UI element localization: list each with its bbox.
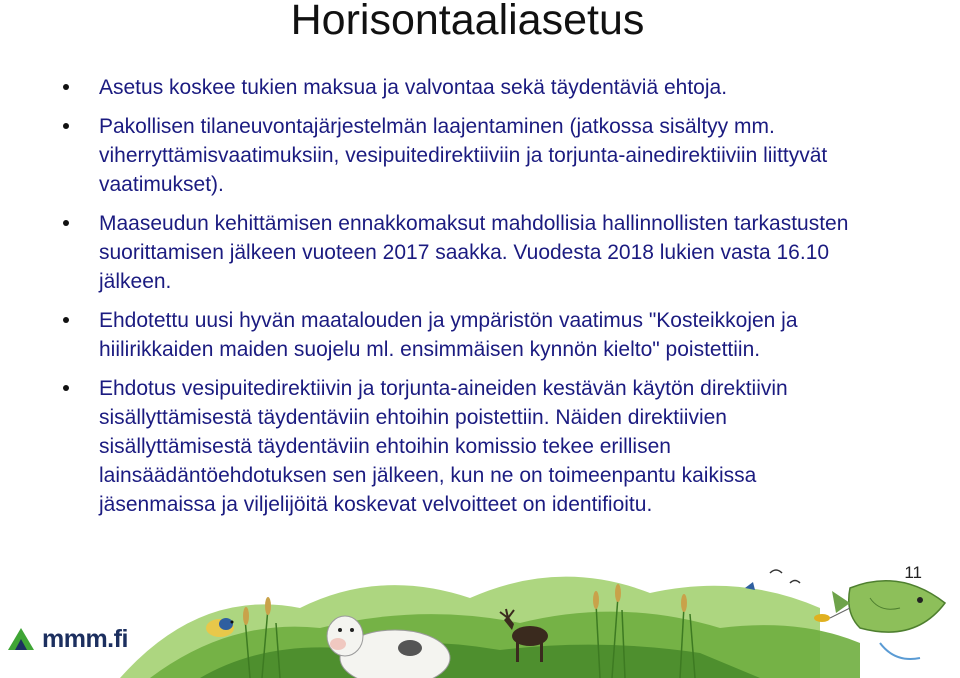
bullet-icon: [63, 123, 69, 129]
page-number: 11: [904, 563, 922, 582]
bullet-list: [63, 73, 863, 529]
bullet-text: Ehdotettu uusi hyvän maatalouden ja ympäristön vaatimus "Kosteikkojen ja hiilirikkaiden maiden suojelu ml. ensimmäisen kynnön kielto" poistettiin.: [99, 309, 798, 361]
bullet-text: Maaseudun kehittämisen ennakkomaksut mahdollisia hallinnollisten tarkastusten suorittamisen jälkeen vuoteen 2017 saakka. Vuodesta 2018 lukien vasta 16.10 jälkeen.: [99, 212, 849, 293]
bullet-text: Asetus koskee tukien maksua ja valvontaa sekä täydentäviä ehtoja.: [99, 76, 728, 99]
slide-title: Horisontaaliasetus: [290, 0, 645, 44]
bullet-icon: [63, 84, 69, 90]
bullet-item: [63, 112, 863, 199]
bullet-icon: [63, 220, 69, 226]
bullet-icon: [63, 385, 69, 391]
mmm-logo: [6, 621, 128, 657]
bullet-item: [63, 209, 863, 296]
bullet-item: [63, 374, 863, 519]
footer-illustration: [0, 548, 960, 678]
bullet-icon: [63, 317, 69, 323]
bullet-item: [63, 73, 863, 102]
bullet-text: Ehdotus vesipuitedirektiivin ja torjunta-aineiden kestävän käytön direktiivin sisällyttämisestä täydentäviin ehtoihin poistettiin. Näiden direktiivien sisällyttämisestä täydentäviin ehtoihin komissio tekee erillisen lainsäädäntöehdotuksen sen jälkeen, kun ne on toimeenpantu kaikissa jäsenmaissa ja viljelijöitä koskevat velvoitteet on identifioitu.: [99, 377, 788, 516]
bullet-item: [63, 306, 863, 364]
logo-mark-icon: [6, 624, 36, 654]
logo-text: mmm.fi: [42, 624, 128, 653]
bullet-text: Pakollisen tilaneuvontajärjestelmän laajentaminen (jatkossa sisältyy mm. viherryttämisvaatimuksiin, vesipuitedirektiiviin ja torjunta-ainedirektiiviin liittyvät vaatimukset).: [99, 115, 828, 196]
